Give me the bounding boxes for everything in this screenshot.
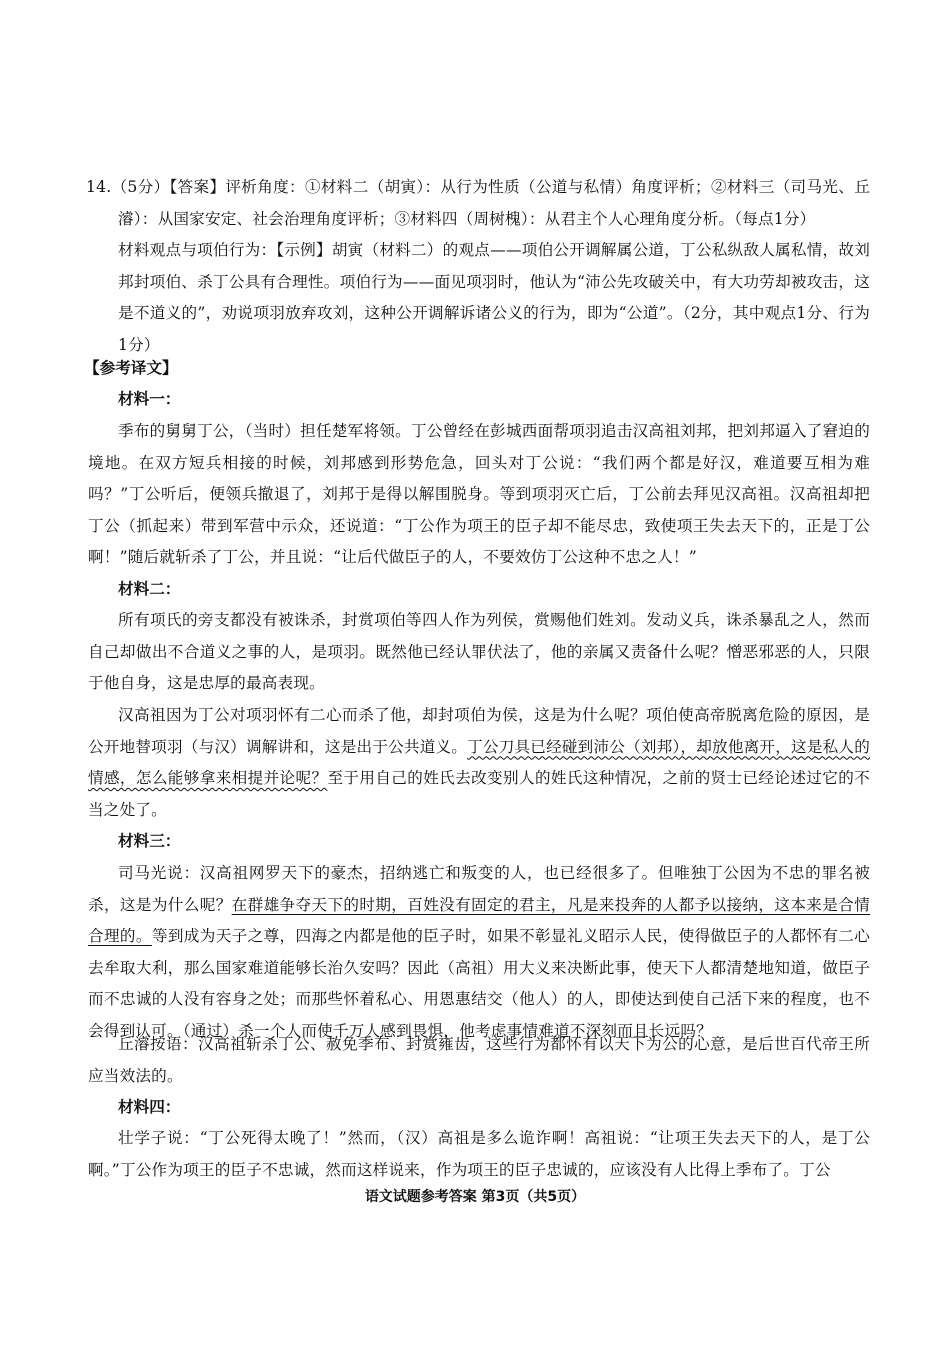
q14-line2: 材料观点与项伯行为：【示例】胡寅（材料二）的观点——项伯公开调解属公道，丁公私纵敌人属私情，故刘邦封项伯、杀丁公具有合理性。项伯行为——面见项羽时，他认为“沛公先攻破关中，有大功劳却被攻击，这是不道义的”，劝说项羽放弃攻刘，这种公开调解诉诸公义的行为，即为“公道”。（2分，其中观点1分、行为1分）: [118, 241, 870, 354]
material-2-wavy-underlined: 丁公刀具已经碰到沛公（刘邦），却放他离开，这是私人的情感，怎么能够拿来相提并论呢？: [88, 737, 870, 787]
material-2-para-2-b: 至于用自己的姓氏去改变别人的姓氏这种情况，之前的贤士已经论述过它的不当之处了。: [88, 769, 870, 819]
material-3-para-1-b: 等到成为天子之尊，四海之内都是他的臣子时，如果不彰显礼义昭示人民，使得做臣子的人都怀有二心去牟取大利，那么国家难道能够长治久安吗？因此（高祖）用大义来决断此事，使天下人都清楚地知道，做臣子而不忠诚的人没有容身之处；而那些怀着私心、用恩惠结交（他人）的人，即使达到使自己活下来的程度，也不会得到认可。（通过）杀一个人而使千万人感到畏惧，他考虑事情难道不深刻而且长远吗？: [88, 927, 870, 1040]
material-3-para-1-a: 司马光说：汉高祖网罗天下的豪杰，招纳逃亡和叛变的人，也已经很多了。但唯独丁公因为不忠的罪名被杀，这是为什么呢？: [88, 864, 870, 914]
page-footer: 语文试题参考答案 第3页（共5页）: [364, 1189, 586, 1205]
reference-translation-heading: 【参考译文】: [84, 359, 178, 377]
material-2-para-2-a: 汉高祖因为丁公对项羽怀有二心而杀了他，却封项伯为侯，这是为什么呢？项伯使高帝脱离危险的原因，是公开地替项羽（与汉）调解讲和，这是出于公共道义。: [88, 706, 870, 756]
material-2-para-2: [88, 700, 870, 826]
material-2-para-1: 所有项氏的旁支都没有被诛杀，封赏项伯等四人作为列侯，赏赐他们姓刘。发动义兵，诛杀暴乱之人，然而自己却做出不合道义之事的人，是项羽。既然他已经认罪伏法了，他的亲属又责备什么呢？憎恶邪恶的人，只限于他自身，这是忠厚的最高表现。: [88, 611, 870, 692]
material-4-title: 材料四：: [118, 1098, 181, 1116]
material-1-text: 季布的舅舅丁公，（当时）担任楚军将领。丁公曾经在彭城西面帮项羽追击汉高祖刘邦，把刘邦逼入了窘迫的境地。在双方短兵相接的时候，刘邦感到形势危急，回头对丁公说：“我们两个都是好汉，难道要互相为难吗？”丁公听后，便领兵撤退了，刘邦于是得以解围脱身。等到项羽灭亡后，丁公前去拜见汉高祖。汉高祖却把丁公（抓起来）带到军营中示众，还说道：“丁公作为项王的臣子却不能尽忠，致使项王失去天下的，正是丁公啊！”随后就斩杀了丁公，并且说：“让后代做臣子的人，不要效仿丁公这种不忠之人！”: [88, 422, 870, 566]
material-4-text: 壮学子说：“丁公死得太晚了！”然而，（汉）高祖是多么诡诈啊！高祖说：“让项王失去天下的人，是丁公啊。”丁公作为项王的臣子不忠诚，然而这样说来，作为项王的臣子忠诚的，应该没有人比得上季布了。丁公: [88, 1129, 870, 1179]
material-3-underlined: 在群雄争夺天下的时期，百姓没有固定的君主，凡是来投奔的人都予以接纳，这本来是合情合理的。: [88, 895, 870, 945]
material-3-para-2: 丘濬按语：汉高祖斩杀丁公、赦免季布、封赏雍齿，这些行为都怀有以天下为公的心意，是后世百代帝王所应当效法的。: [88, 1035, 870, 1085]
material-3-para-1: [88, 858, 870, 1047]
q14-line1: 14.（5分）【答案】评析角度：①材料二（胡寅）：从行为性质（公道与私情）角度评析；②材料三（司马光、丘濬）：从国家安定、社会治理角度评析；③材料四（周树槐）：从君主个人心理角度分析。（每点1分）: [86, 178, 870, 228]
material-1-title: 材料一：: [118, 390, 181, 408]
material-2-title: 材料二：: [118, 580, 181, 598]
material-3-title: 材料三：: [118, 832, 181, 850]
